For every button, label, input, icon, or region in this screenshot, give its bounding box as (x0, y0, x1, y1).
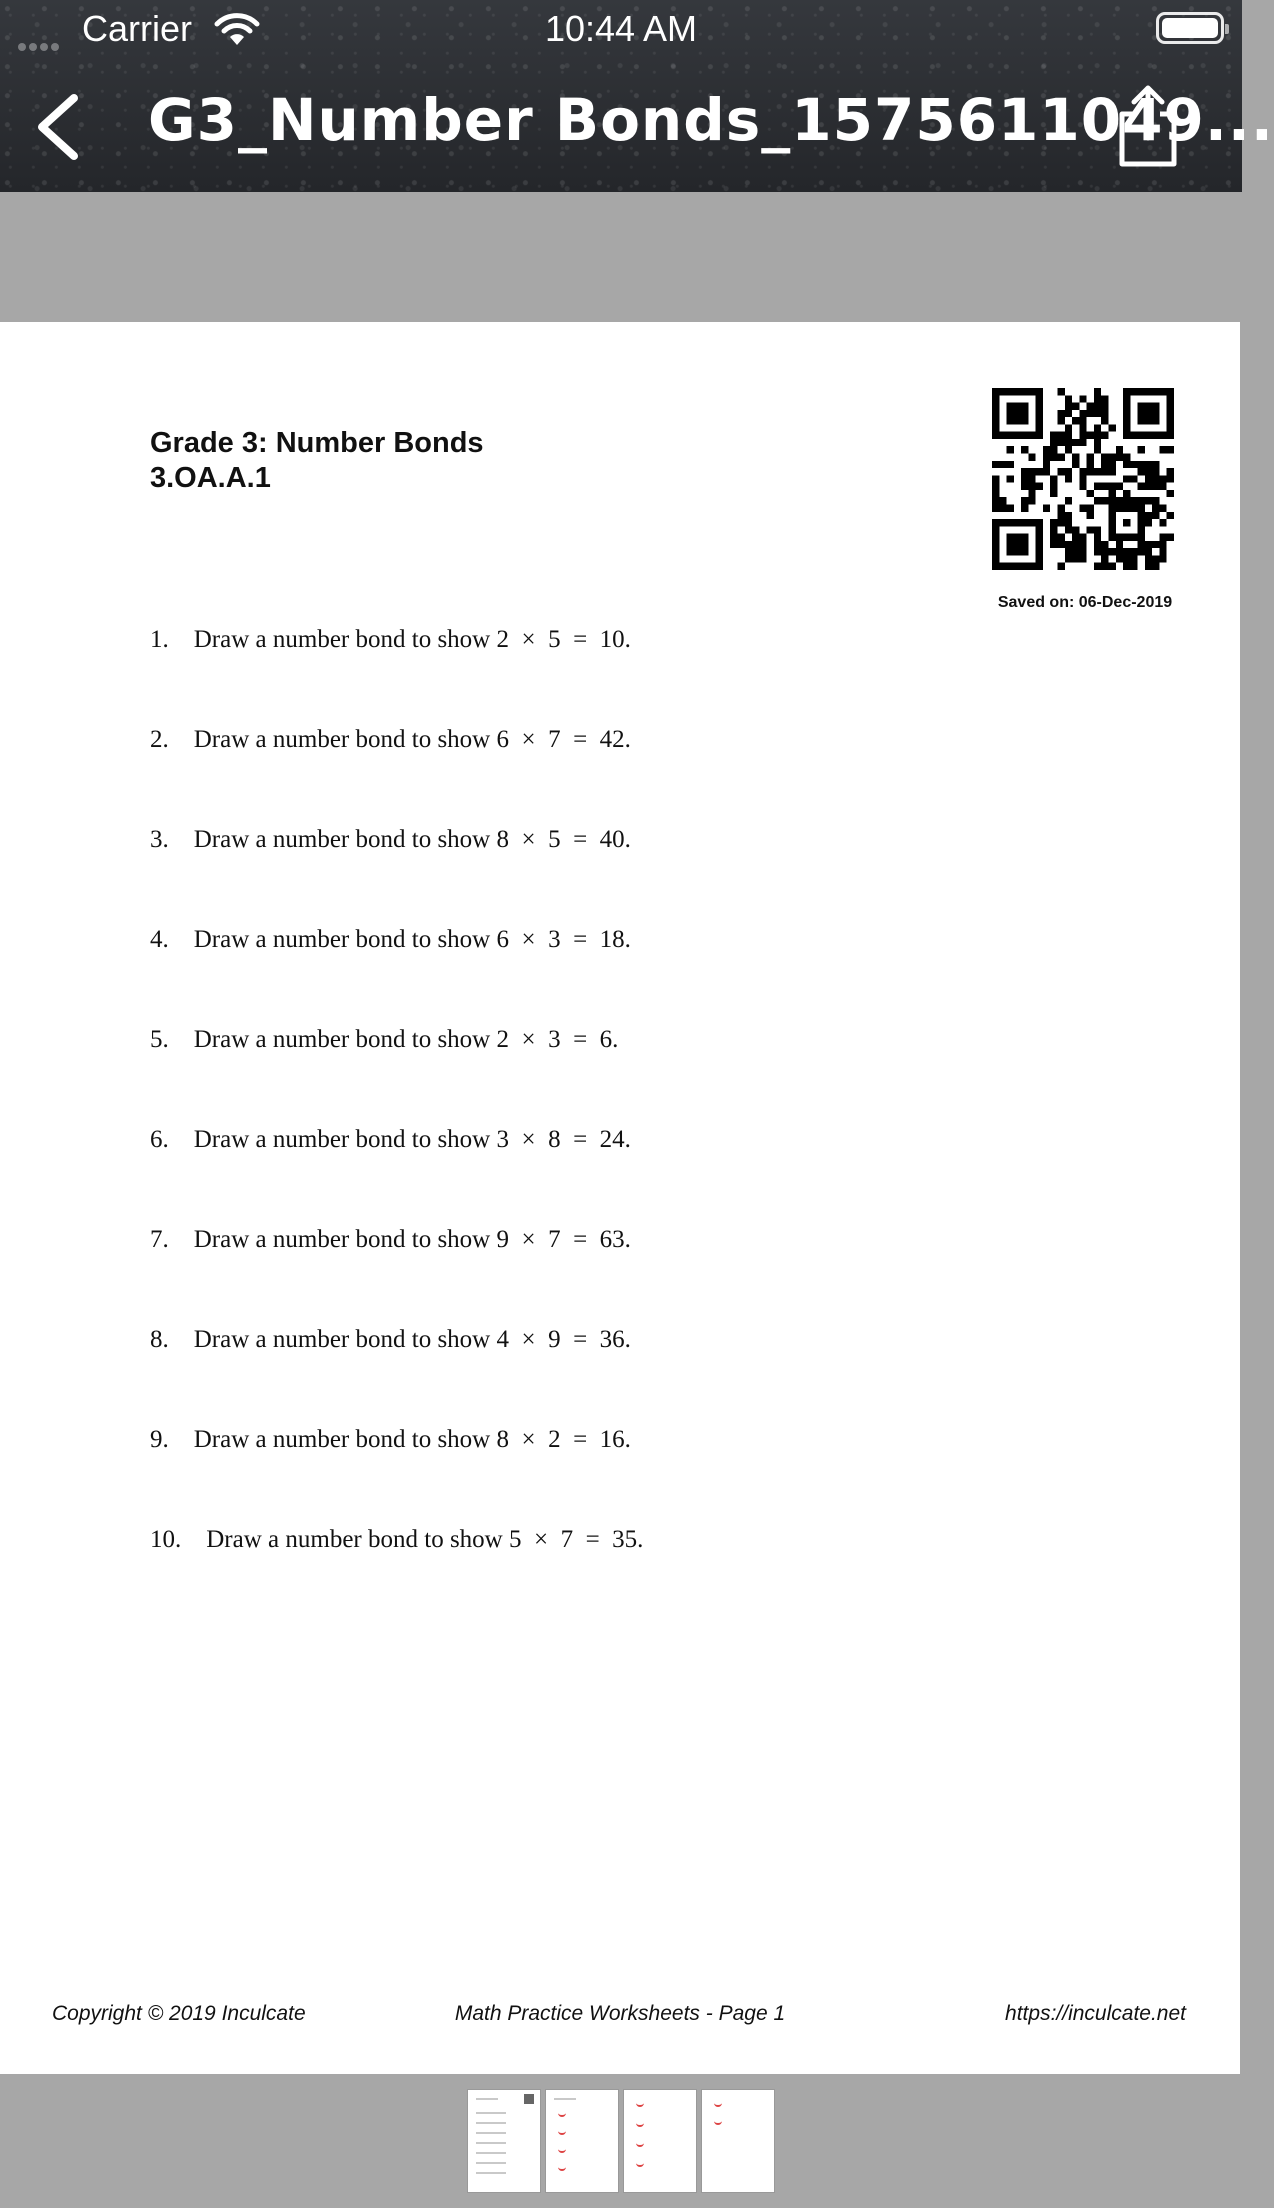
battery-icon (1156, 12, 1224, 44)
question-item (150, 722, 643, 822)
question-item (150, 1122, 643, 1222)
share-icon (1114, 84, 1182, 168)
back-button[interactable] (30, 92, 90, 162)
question-text: Draw a number bond to show 5 × 7 = 35. (206, 1526, 644, 1553)
page-thumbnail-1[interactable] (468, 2090, 540, 2192)
page-footer (0, 2002, 1240, 2042)
question-number: 5. (150, 1026, 169, 1053)
question-number: 8. (150, 1326, 169, 1353)
question-text: Draw a number bond to show 8 × 2 = 16. (193, 1426, 631, 1453)
question-number: 10. (150, 1526, 182, 1553)
question-number: 4. (150, 926, 169, 953)
question-number: 2. (150, 726, 169, 753)
worksheet-title: Grade 3: Number Bonds (150, 427, 484, 459)
question-number: 3. (150, 826, 169, 853)
question-number: 1. (150, 626, 169, 653)
qr-code-image (992, 388, 1174, 570)
question-item (150, 1222, 643, 1322)
question-text: Draw a number bond to show 6 × 3 = 18. (193, 926, 631, 953)
page-thumbnail-strip (0, 2090, 1242, 2194)
page-thumbnail-3[interactable] (624, 2090, 696, 2192)
carrier-label: Carrier (82, 8, 193, 49)
page-thumbnail-2[interactable] (546, 2090, 618, 2192)
question-text: Draw a number bond to show 6 × 7 = 42. (193, 726, 631, 753)
share-button[interactable] (1114, 84, 1182, 168)
status-time: 10:44 AM (544, 8, 698, 49)
question-item (150, 1522, 643, 1622)
question-item (150, 622, 643, 722)
question-number: 9. (150, 1426, 169, 1453)
document-title: G3_Number Bonds_1575611049... (148, 86, 1274, 154)
question-text: Draw a number bond to show 4 × 9 = 36. (193, 1326, 631, 1353)
saved-on-date: Saved on: 06-Dec-2019 (997, 594, 1173, 611)
question-text: Draw a number bond to show 2 × 3 = 6. (193, 1026, 619, 1053)
question-text: Draw a number bond to show 8 × 5 = 40. (193, 826, 631, 853)
question-item (150, 1422, 643, 1522)
worksheet-standard: 3.OA.A.1 (150, 462, 271, 494)
chevron-left-icon (30, 92, 90, 162)
question-item (150, 922, 643, 1022)
footer-page-label: Math Practice Worksheets - Page 1 (454, 2002, 786, 2025)
pdf-page[interactable] (0, 322, 1240, 2074)
status-bar (0, 0, 1242, 58)
question-text: Draw a number bond to show 3 × 8 = 24. (193, 1126, 631, 1153)
question-number: 6. (150, 1126, 169, 1153)
question-list (150, 622, 643, 1622)
question-number: 7. (150, 1226, 169, 1253)
question-item (150, 1322, 643, 1422)
question-text: Draw a number bond to show 9 × 7 = 63. (193, 1226, 631, 1253)
question-text: Draw a number bond to show 2 × 5 = 10. (193, 626, 631, 653)
question-item (150, 1022, 643, 1122)
footer-url: https://inculcate.net (1005, 2002, 1186, 2025)
footer-copyright: Copyright © 2019 Inculcate (52, 2002, 306, 2025)
navigation-header (0, 0, 1274, 192)
page-thumbnail-4[interactable] (702, 2090, 774, 2192)
question-item (150, 822, 643, 922)
worksheet-heading (150, 426, 484, 496)
